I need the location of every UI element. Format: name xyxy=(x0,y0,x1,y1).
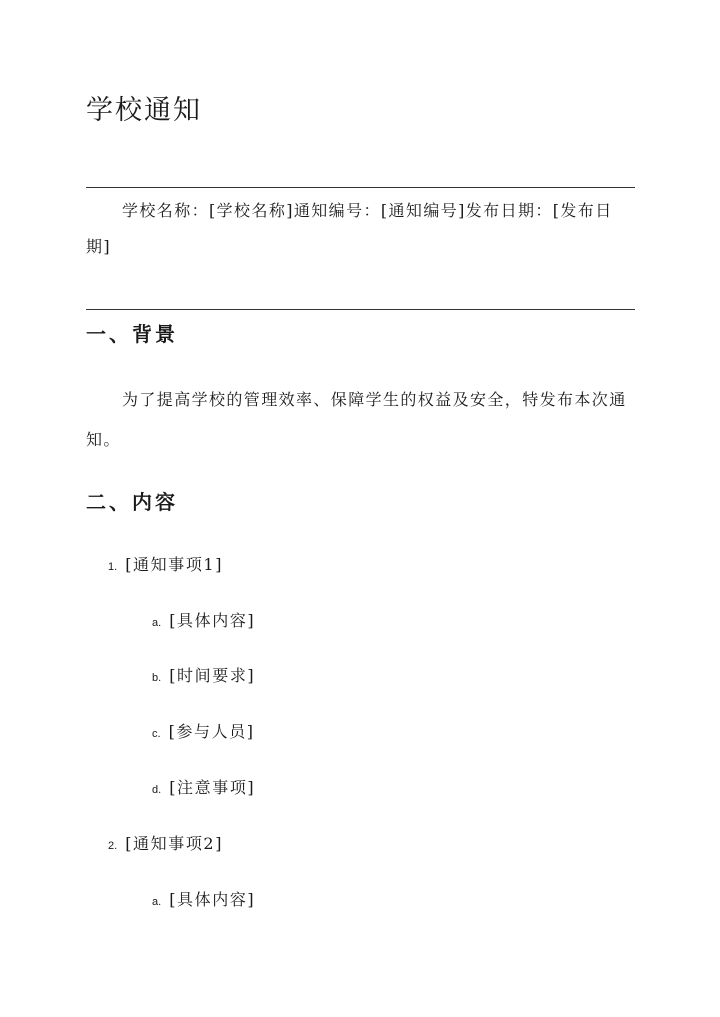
top-divider xyxy=(86,187,635,188)
sub-list-item-label: [注意事项] xyxy=(169,778,256,797)
sub-list-item xyxy=(152,778,255,800)
sub-list-item-label: [参与人员] xyxy=(168,722,255,741)
sub-list-item-label: [时间要求] xyxy=(169,666,256,685)
sub-list-marker: b. xyxy=(152,672,162,684)
sub-list-item xyxy=(152,890,255,912)
list-marker: 2. xyxy=(108,840,118,852)
meta-divider xyxy=(86,309,635,310)
list-marker: 1. xyxy=(108,561,118,573)
list-item-label: [通知事项2] xyxy=(125,834,224,853)
sub-list-marker: a. xyxy=(152,617,162,629)
sub-list-item-label: [具体内容] xyxy=(169,611,256,630)
section-heading-content: 二、内容 xyxy=(86,490,178,514)
list-item xyxy=(108,555,223,577)
list-item xyxy=(108,834,223,856)
notice-meta-info: 学校名称：[学校名称]通知编号：[通知编号]发布日期：[发布日期] xyxy=(86,201,613,256)
sub-list-item-label: [具体内容] xyxy=(169,890,256,909)
sub-list-marker: d. xyxy=(152,784,162,796)
document-title: 学校通知 xyxy=(86,95,202,126)
sub-list-marker: a. xyxy=(152,896,162,908)
background-paragraph: 为了提高学校的管理效率、保障学生的权益及安全，特发布本次通知。 xyxy=(86,390,627,449)
sub-list-item xyxy=(152,611,255,633)
list-item-label: [通知事项1] xyxy=(125,555,224,574)
sub-list-item xyxy=(152,666,255,688)
sub-list-marker: c. xyxy=(152,728,161,740)
sub-list-item xyxy=(152,722,255,744)
section-heading-background: 一、背景 xyxy=(86,322,178,346)
